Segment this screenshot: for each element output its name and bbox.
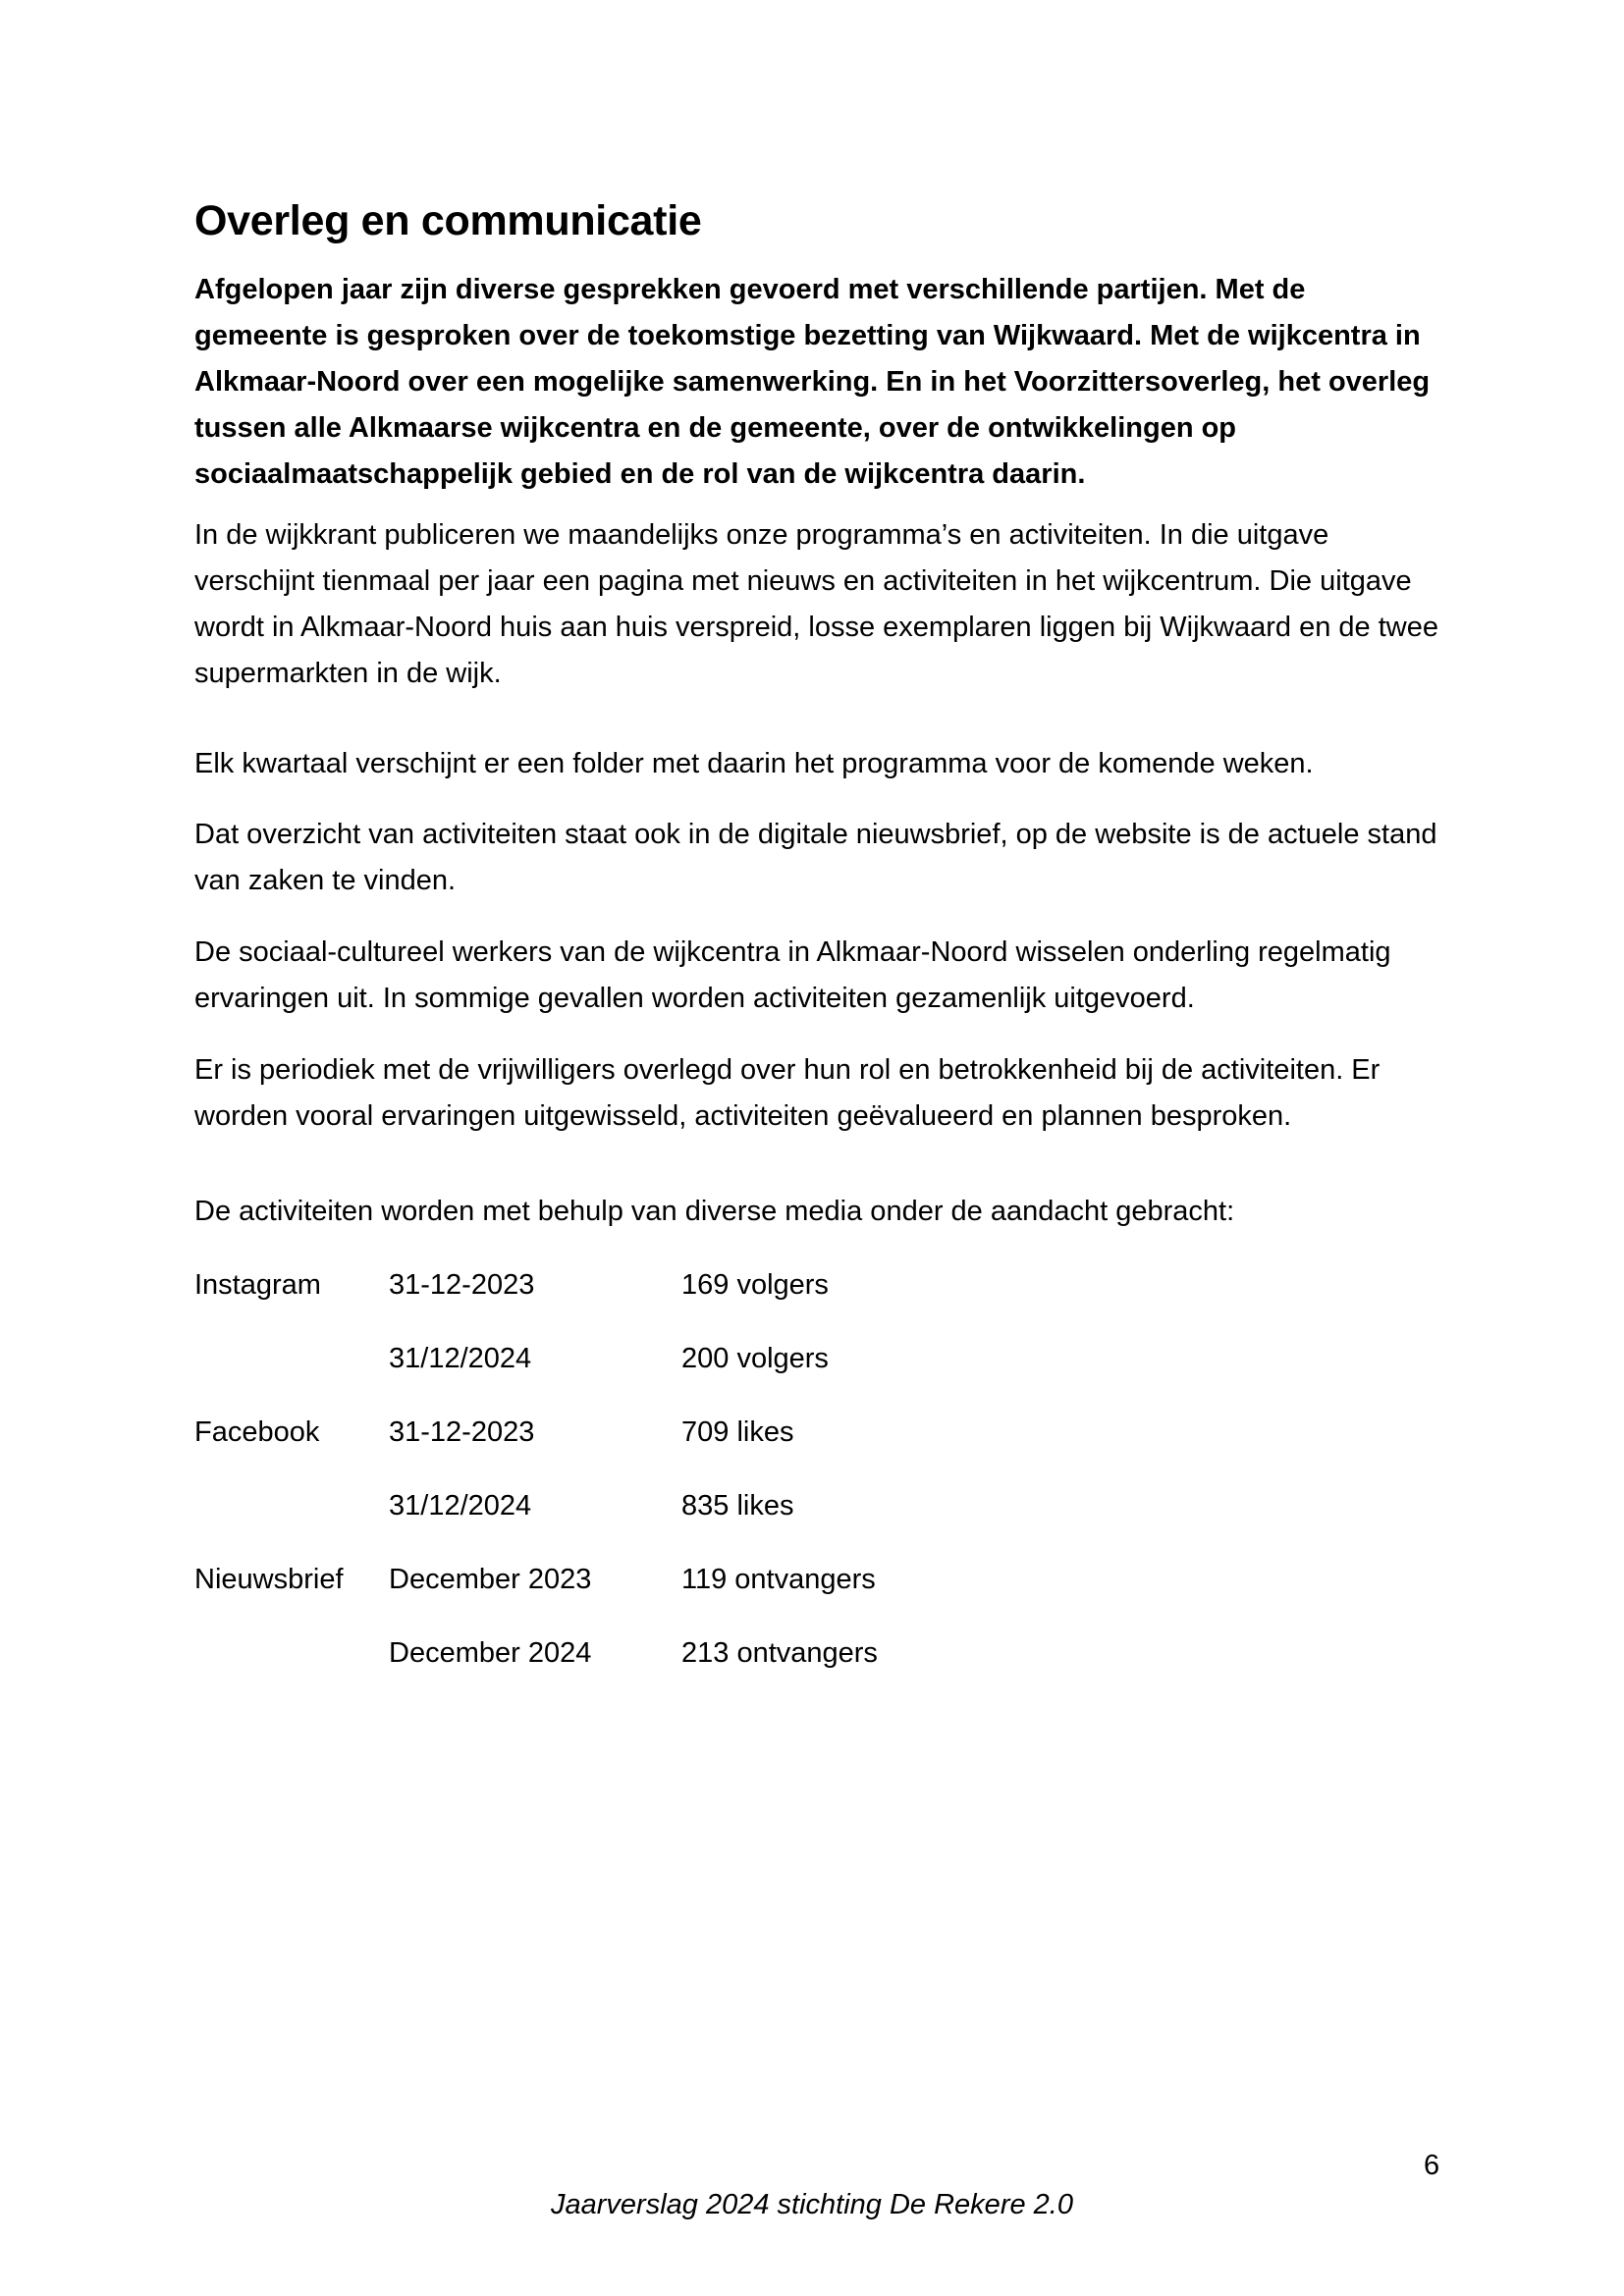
paragraph-nieuwsbrief: Dat overzicht van activiteiten staat ook in de digitale nieuwsbrief, op de website is de actuele stand van zaken te vinden. <box>194 818 1437 896</box>
platform-cell <box>194 1630 389 1704</box>
value-cell: 213 ontvangers <box>681 1636 878 1669</box>
table-row <box>194 1410 878 1483</box>
page-footer: Jaarverslag 2024 stichting De Rekere 2.0 <box>551 2189 1073 2220</box>
intro-paragraph: Afgelopen jaar zijn diverse gesprekken gevoerd met verschillende partijen. Met de gemeente is gesproken over de toekomstige bezetting van Wijkwaard. Met de wijkcentra in Alkmaar-Noord over een mogelijke samenwerking. En in het Voorzittersoverleg, het overleg tussen alle Alkmaarse wijkcentra en de gemeente, over de ontwikkelingen op sociaalmaatschappelijk gebied en de rol van de wijkcentra daarin. <box>194 273 1431 490</box>
paragraph-wijkkrant: In de wijkkrant publiceren we maandelijks onze programma’s en activiteiten. In die uitgave verschijnt tienmaal per jaar een pagina met nieuws en activiteiten in het wijkcentrum. Die uitgave wordt in Alkmaar-Noord huis aan huis verspreid, losse exemplaren liggen bij Wijkwaard en de twee supermarkten in de wijk. <box>194 518 1438 689</box>
platform-cell: Nieuwsbrief <box>194 1563 344 1595</box>
date-cell: 31/12/2024 <box>389 1489 532 1522</box>
value-cell: 835 likes <box>681 1489 794 1522</box>
paragraph-media-intro: De activiteiten worden met behulp van diverse media onder de aandacht gebracht: <box>194 1195 1235 1227</box>
date-cell: December 2023 <box>389 1563 592 1595</box>
date-cell: December 2024 <box>389 1636 592 1669</box>
platform-cell <box>194 1483 389 1557</box>
platform-cell <box>194 1336 389 1410</box>
paragraph-vrijwilligers: Er is periodiek met de vrijwilligers overlegd over hun rol en betrokkenheid bij de activiteiten. Er worden vooral ervaringen uitgewisseld, activiteiten geëvalueerd en plannen besproken. <box>194 1053 1380 1132</box>
table-row <box>194 1336 878 1410</box>
document-body <box>194 196 1441 1704</box>
value-cell: 169 volgers <box>681 1268 829 1301</box>
paragraph-folder: Elk kwartaal verschijnt er een folder met daarin het programma voor de komende weken. <box>194 747 1314 779</box>
table-row <box>194 1483 878 1557</box>
table-row <box>194 1262 878 1336</box>
value-cell: 200 volgers <box>681 1342 829 1374</box>
media-table <box>194 1262 878 1704</box>
section-heading: Overleg en communicatie <box>194 197 702 244</box>
date-cell: 31/12/2024 <box>389 1342 532 1374</box>
table-row <box>194 1630 878 1704</box>
platform-cell: Instagram <box>194 1268 321 1301</box>
paragraph-sociaal-cultureel: De sociaal-cultureel werkers van de wijkcentra in Alkmaar-Noord wisselen onderling regelmatig ervaringen uit. In sommige gevallen worden activiteiten gezamenlijk uitgevoerd. <box>194 935 1391 1014</box>
value-cell: 709 likes <box>681 1415 794 1448</box>
date-cell: 31-12-2023 <box>389 1415 535 1448</box>
page-number: 6 <box>1424 2150 1440 2181</box>
platform-cell: Facebook <box>194 1415 320 1448</box>
table-row <box>194 1557 878 1630</box>
date-cell: 31-12-2023 <box>389 1268 535 1301</box>
value-cell: 119 ontvangers <box>681 1563 876 1595</box>
